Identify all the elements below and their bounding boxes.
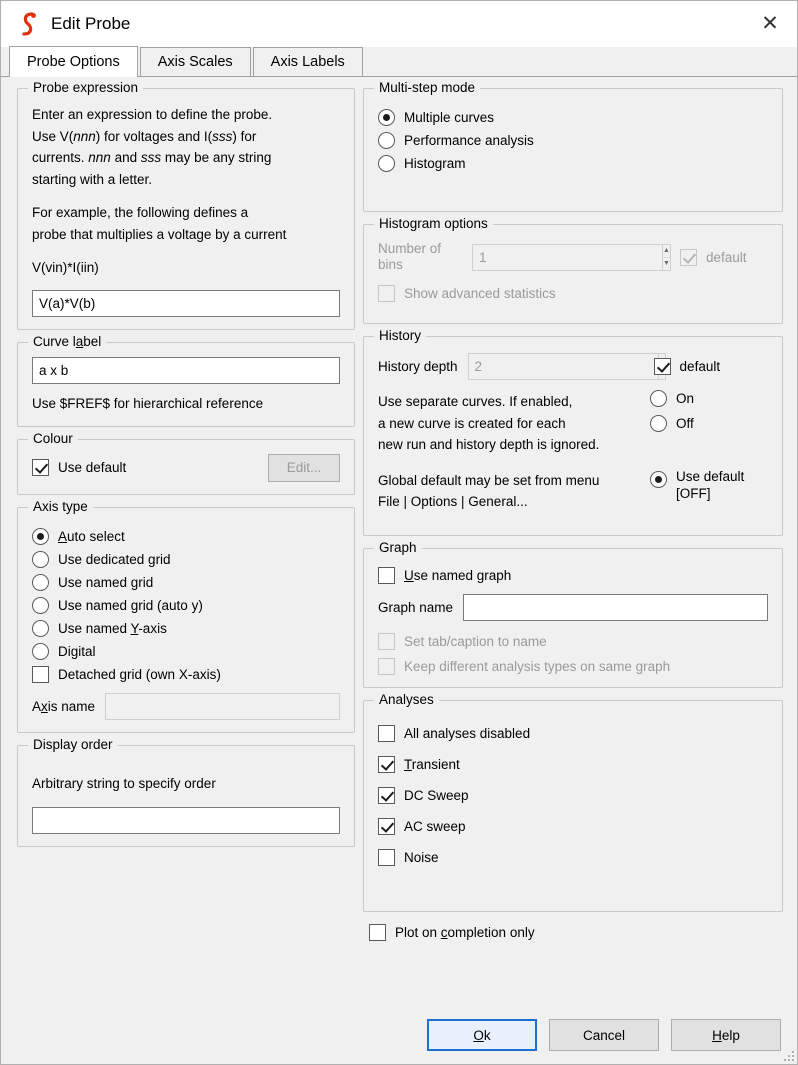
histogram-options-legend: Histogram options (374, 216, 493, 231)
histogram-advanced-stats-label: Show advanced statistics (404, 286, 556, 302)
close-icon[interactable]: ✕ (761, 12, 779, 35)
help-italic-nnn: nnn (88, 150, 111, 166)
colour-use-default-checkbox[interactable] (32, 459, 49, 476)
colour-legend: Colour (28, 431, 78, 446)
left-column (17, 80, 355, 859)
history-info-line1: Use separate curves. If enabled, (378, 394, 573, 409)
plot-on-completion-row[interactable] (369, 924, 783, 941)
history-info-line2: a new curve is created for each (378, 415, 566, 431)
history-depth-spinner[interactable] (468, 353, 640, 380)
window-title: Edit Probe (51, 13, 131, 33)
probe-expression-input[interactable] (32, 290, 340, 317)
detached-grid-row[interactable] (32, 666, 340, 683)
radio-use-dedicated-grid[interactable] (32, 551, 49, 568)
graph-legend: Graph (374, 540, 422, 555)
analysis-all-disabled-checkbox[interactable] (378, 725, 395, 742)
help-italic-sss: sss (140, 150, 162, 166)
history-option-use-default[interactable] (650, 469, 768, 503)
probe-expression-help-line6: probe that multiplies a voltage by a current (32, 226, 287, 242)
probe-expression-help-line5: For example, the following defines a (32, 205, 249, 221)
history-depth-input[interactable] (468, 353, 658, 380)
history-group (363, 328, 783, 536)
history-depth-label: History depth (378, 359, 458, 374)
multi-step-mode-group (363, 80, 783, 212)
analysis-ac-sweep-row[interactable] (378, 818, 768, 835)
tab-probe-options[interactable]: Probe Options (9, 46, 138, 77)
axis-type-label-use-named-y-axis: Use named Y-axis (58, 620, 167, 636)
colour-use-default-label: Use default (58, 460, 127, 475)
colour-use-default-row[interactable] (32, 459, 126, 476)
dialog-footer (1, 1006, 797, 1064)
axis-type-option-use-named-grid-auto-y[interactable] (32, 597, 340, 614)
help-text: ) for (232, 128, 257, 144)
histogram-bins-spinner[interactable] (472, 244, 668, 271)
use-named-graph-checkbox[interactable] (378, 567, 395, 584)
histogram-default-label: default (706, 249, 747, 265)
curve-label-input[interactable] (32, 357, 340, 384)
probe-expression-help-line2 (32, 127, 340, 147)
analysis-transient-checkbox[interactable] (378, 756, 395, 773)
ok-button[interactable]: Ok (427, 1019, 537, 1051)
set-tab-caption-row[interactable] (378, 633, 768, 650)
analyses-legend: Analyses (374, 692, 439, 707)
help-italic-nnn: nnn (73, 128, 96, 144)
analysis-dc-sweep-row[interactable] (378, 787, 768, 804)
resize-grip[interactable] (782, 1049, 794, 1061)
radio-history-use-default[interactable] (650, 471, 667, 488)
probe-expression-group (17, 80, 355, 330)
tab-strip (1, 47, 797, 77)
spin-down-icon[interactable]: ▼ (663, 260, 670, 268)
history-label-use-default: Use default [OFF] (676, 468, 745, 501)
multi-step-option-multiple-curves[interactable] (378, 109, 768, 126)
probe-expression-example: V(vin)*I(iin) (32, 260, 99, 276)
analysis-noise-row[interactable] (378, 849, 768, 866)
help-text: Use V( (32, 128, 74, 144)
axis-type-label-use-named-grid-auto-y: Use named grid (auto y) (58, 597, 203, 613)
history-label-off: Off (676, 416, 694, 431)
radio-histogram[interactable] (378, 155, 395, 172)
histogram-bins-input[interactable] (472, 244, 662, 271)
history-default-label: default (679, 359, 721, 374)
analysis-all-disabled-label: All analyses disabled (404, 726, 531, 741)
analysis-all-disabled-row[interactable] (378, 725, 768, 742)
colour-edit-button[interactable]: Edit... (268, 454, 340, 482)
tab-axis-labels[interactable]: Axis Labels (253, 47, 363, 76)
multi-step-option-histogram[interactable] (378, 155, 768, 172)
histogram-advanced-stats-checkbox[interactable] (378, 285, 395, 302)
axis-name-row (32, 693, 340, 720)
histogram-default-checkbox[interactable] (680, 249, 697, 266)
history-info-line3: new run and history depth is ignored. (378, 437, 600, 453)
axis-name-label: Axis name (32, 698, 96, 714)
axis-type-label-use-named-grid: Use named grid (58, 574, 154, 590)
radio-history-off[interactable] (650, 415, 667, 432)
probe-expression-help-line4: starting with a letter. (32, 171, 153, 187)
history-option-on[interactable] (650, 390, 768, 407)
help-text: and (110, 150, 141, 166)
graph-name-label: Graph name (378, 600, 454, 615)
axis-type-option-use-named-grid[interactable] (32, 574, 340, 591)
colour-group (17, 430, 355, 495)
multi-step-label-multiple-curves: Multiple curves (404, 110, 495, 125)
graph-group (363, 540, 783, 688)
axis-type-option-use-dedicated-grid[interactable] (32, 551, 340, 568)
histogram-bins-spin-buttons[interactable] (662, 244, 671, 271)
display-order-input[interactable] (32, 807, 340, 834)
axis-type-group (17, 498, 355, 733)
analysis-noise-label: Noise (404, 850, 439, 865)
axis-type-label-auto-select: Auto select (58, 528, 125, 544)
multi-step-mode-legend: Multi-step mode (374, 80, 480, 95)
keep-analysis-types-row[interactable] (378, 658, 768, 675)
history-global-line1: Global default may be set from menu (378, 472, 600, 488)
analysis-ac-sweep-label: AC sweep (404, 819, 466, 834)
curve-label-hint: Use $FREF$ for hierarchical reference (32, 395, 264, 411)
curve-label-group (17, 333, 355, 427)
analysis-ac-sweep-checkbox[interactable] (378, 818, 395, 835)
graph-name-input[interactable] (463, 594, 768, 621)
probe-expression-legend: Probe expression (28, 80, 143, 95)
display-order-group (17, 736, 355, 848)
multi-step-label-histogram: Histogram (404, 156, 466, 171)
radio-use-named-grid[interactable] (32, 574, 49, 591)
probe-expression-help-line1: Enter an expression to define the probe. (32, 107, 273, 122)
analysis-dc-sweep-checkbox[interactable] (378, 787, 395, 804)
history-option-off[interactable] (650, 415, 768, 432)
histogram-bins-label: Number of bins (378, 241, 442, 273)
axis-type-option-digital[interactable] (32, 643, 340, 660)
axis-type-legend: Axis type (28, 499, 93, 514)
set-tab-caption-label: Set tab/caption to name (404, 634, 547, 649)
cancel-button[interactable]: Cancel (549, 1019, 659, 1051)
radio-auto-select[interactable] (32, 528, 49, 545)
history-default-row[interactable] (654, 358, 721, 375)
radio-use-named-grid-auto-y[interactable] (32, 597, 49, 614)
help-text: ) for voltages and I( (95, 128, 213, 144)
detached-grid-checkbox[interactable] (32, 666, 49, 683)
axis-type-label-use-dedicated-grid: Use dedicated grid (58, 551, 171, 567)
right-column (363, 80, 783, 947)
multi-step-option-performance-analysis[interactable] (378, 132, 768, 149)
analysis-dc-sweep-label: DC Sweep (404, 788, 469, 803)
analysis-transient-row[interactable] (378, 756, 768, 773)
multi-step-label-performance-analysis: Performance analysis (404, 133, 534, 148)
history-legend: History (374, 328, 426, 343)
detached-grid-label: Detached grid (own X-axis) (58, 666, 221, 682)
axis-type-option-auto-select[interactable] (32, 528, 340, 545)
radio-history-on[interactable] (650, 390, 667, 407)
history-label-on: On (676, 391, 695, 406)
tab-axis-scales[interactable]: Axis Scales (140, 47, 251, 76)
help-button[interactable]: Help (671, 1019, 781, 1051)
spin-up-icon[interactable]: ▲ (663, 245, 670, 258)
probe-expression-help-line3 (32, 148, 340, 168)
help-text: currents. (32, 150, 89, 166)
axis-type-option-use-named-y-axis[interactable] (32, 620, 340, 637)
use-named-graph-row[interactable] (378, 567, 768, 584)
use-named-graph-label: Use named graph (404, 568, 512, 583)
histogram-options-group (363, 216, 783, 324)
radio-performance-analysis[interactable] (378, 132, 395, 149)
help-text: may be any string (161, 150, 272, 166)
curve-label-legend: Curve label (28, 334, 106, 349)
radio-multiple-curves[interactable] (378, 109, 395, 126)
help-italic-sss: sss (212, 128, 233, 144)
plot-on-completion-checkbox[interactable] (369, 924, 386, 941)
history-global-line2: File | Options | General... (378, 494, 528, 510)
histogram-default-row[interactable] (680, 249, 747, 266)
title-bar (1, 1, 797, 47)
axis-name-input[interactable] (105, 693, 340, 720)
radio-use-named-y-axis[interactable] (32, 620, 49, 637)
analysis-noise-checkbox[interactable] (378, 849, 395, 866)
dialog-body (1, 78, 797, 1064)
display-order-legend: Display order (28, 737, 118, 752)
app-logo-icon (15, 11, 41, 37)
history-default-checkbox[interactable] (654, 358, 671, 375)
analyses-group (363, 692, 783, 912)
axis-type-label-digital: Digital (58, 643, 96, 659)
keep-analysis-types-label: Keep different analysis types on same graph (404, 659, 671, 674)
plot-on-completion-label: Plot on completion only (395, 925, 535, 940)
histogram-advanced-stats-row[interactable] (378, 285, 768, 302)
display-order-hint: Arbitrary string to specify order (32, 775, 216, 791)
set-tab-caption-checkbox[interactable] (378, 633, 395, 650)
keep-analysis-types-checkbox[interactable] (378, 658, 395, 675)
analysis-transient-label: Transient (404, 757, 460, 772)
radio-digital[interactable] (32, 643, 49, 660)
